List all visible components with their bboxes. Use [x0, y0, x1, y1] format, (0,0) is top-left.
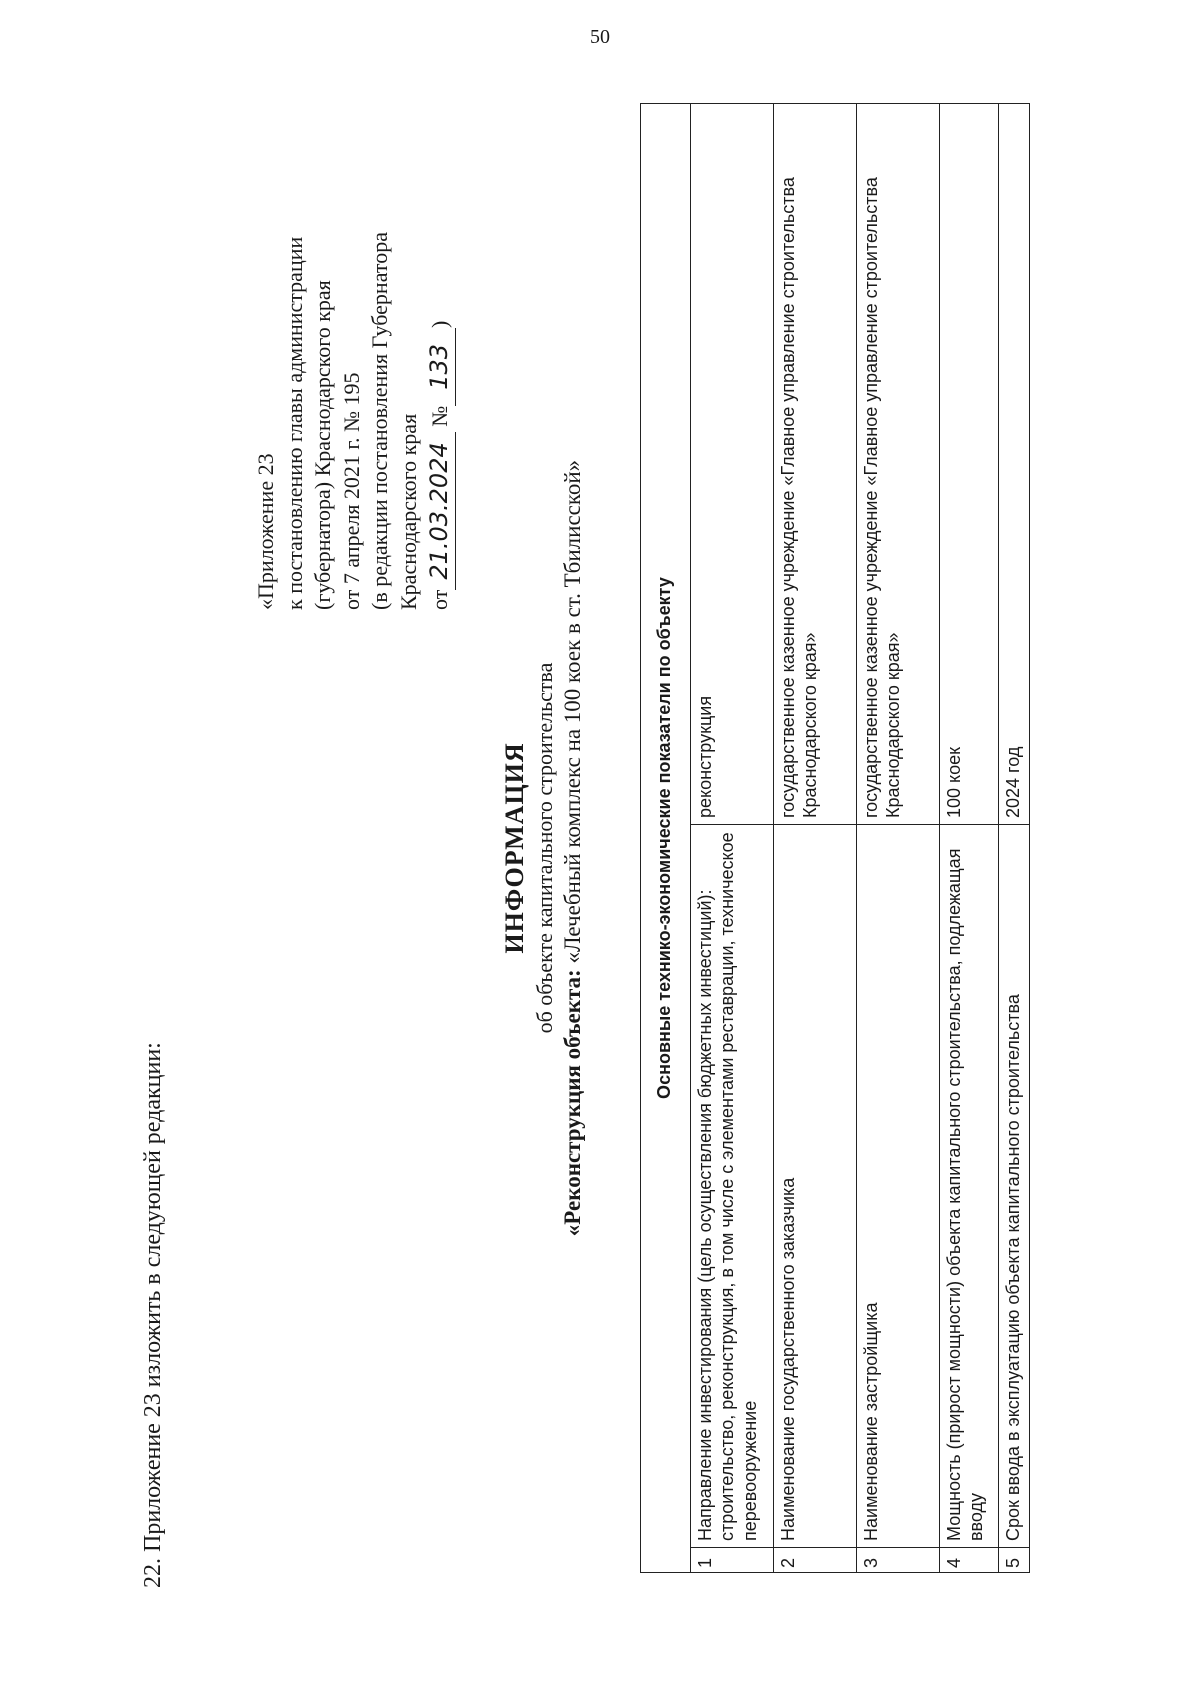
object-prefix: «Реконструкция объекта:: [560, 969, 585, 1237]
table-row: [773, 104, 856, 1573]
row-value: государственное казенное учреждение «Главное управление строительства Краснодарского края»: [773, 104, 856, 825]
table-row: [690, 104, 773, 1573]
row-label: Наименование застройщика: [856, 825, 939, 1548]
indicators-table: [640, 103, 1030, 1573]
intro-text: 22. Приложение 23 изложить в следующей редакции:: [140, 1042, 166, 1588]
row-number: 4: [939, 1548, 998, 1573]
row-number: 3: [856, 1548, 939, 1573]
object-name: «Лечебный комплекс на 100 коек в ст. Тбилисской»: [560, 459, 585, 964]
row-value: 100 коек: [939, 104, 998, 825]
document-heading: [500, 78, 586, 1618]
table-row: [939, 104, 998, 1573]
appendix-line-5: (в редакции постановления Губернатора: [367, 232, 393, 610]
appendix-block: [252, 232, 456, 610]
row-number: 2: [773, 1548, 856, 1573]
rotated-page-content: [140, 78, 1100, 1618]
object-name-line: [560, 78, 586, 1618]
row-label: Наименование государственного заказчика: [773, 825, 856, 1548]
row-label: Направление инвестирования (цель осуществления бюджетных инвестиций): строительство, реконструкция, в том числе с элементами реставрации, техническое перевооружение: [690, 825, 773, 1548]
row-label: Срок ввода в эксплуатацию объекта капитального строительства: [998, 825, 1029, 1548]
row-value: государственное казенное учреждение «Главное управление строительства Краснодарского края»: [856, 104, 939, 825]
row-number: 5: [998, 1548, 1029, 1573]
page-number: 50: [590, 26, 610, 48]
row-value: 2024 год: [998, 104, 1029, 825]
appendix-date-line: [424, 232, 456, 610]
row-label: Мощность (прирост мощности) объекта капитального строительства, подлежащая вводу: [939, 825, 998, 1548]
table-row: [856, 104, 939, 1573]
appendix-line-2: к постановлению главы администрации: [281, 236, 307, 610]
handwritten-date: 21.03.2024: [424, 432, 456, 589]
date-prefix: от: [426, 589, 452, 610]
appendix-line-3: (губернатора) Краснодарского края: [310, 280, 336, 610]
document-title: ИНФОРМАЦИЯ: [500, 742, 529, 954]
row-number: 1: [690, 1548, 773, 1573]
closing-paren: ): [426, 320, 452, 328]
table-header: Основные технико-экономические показатели по объекту: [641, 104, 691, 1573]
document-subtitle: об объекте капитального строительства: [532, 662, 557, 1034]
row-value: реконструкция: [690, 104, 773, 825]
appendix-line-6: Краснодарского края: [395, 413, 421, 610]
number-sign: №: [426, 405, 452, 427]
appendix-line-4: от 7 апреля 2021 г. № 195: [338, 372, 364, 610]
handwritten-number: 133: [424, 328, 456, 406]
table-row: [998, 104, 1029, 1573]
appendix-line-1: «Приложение 23: [253, 453, 278, 610]
